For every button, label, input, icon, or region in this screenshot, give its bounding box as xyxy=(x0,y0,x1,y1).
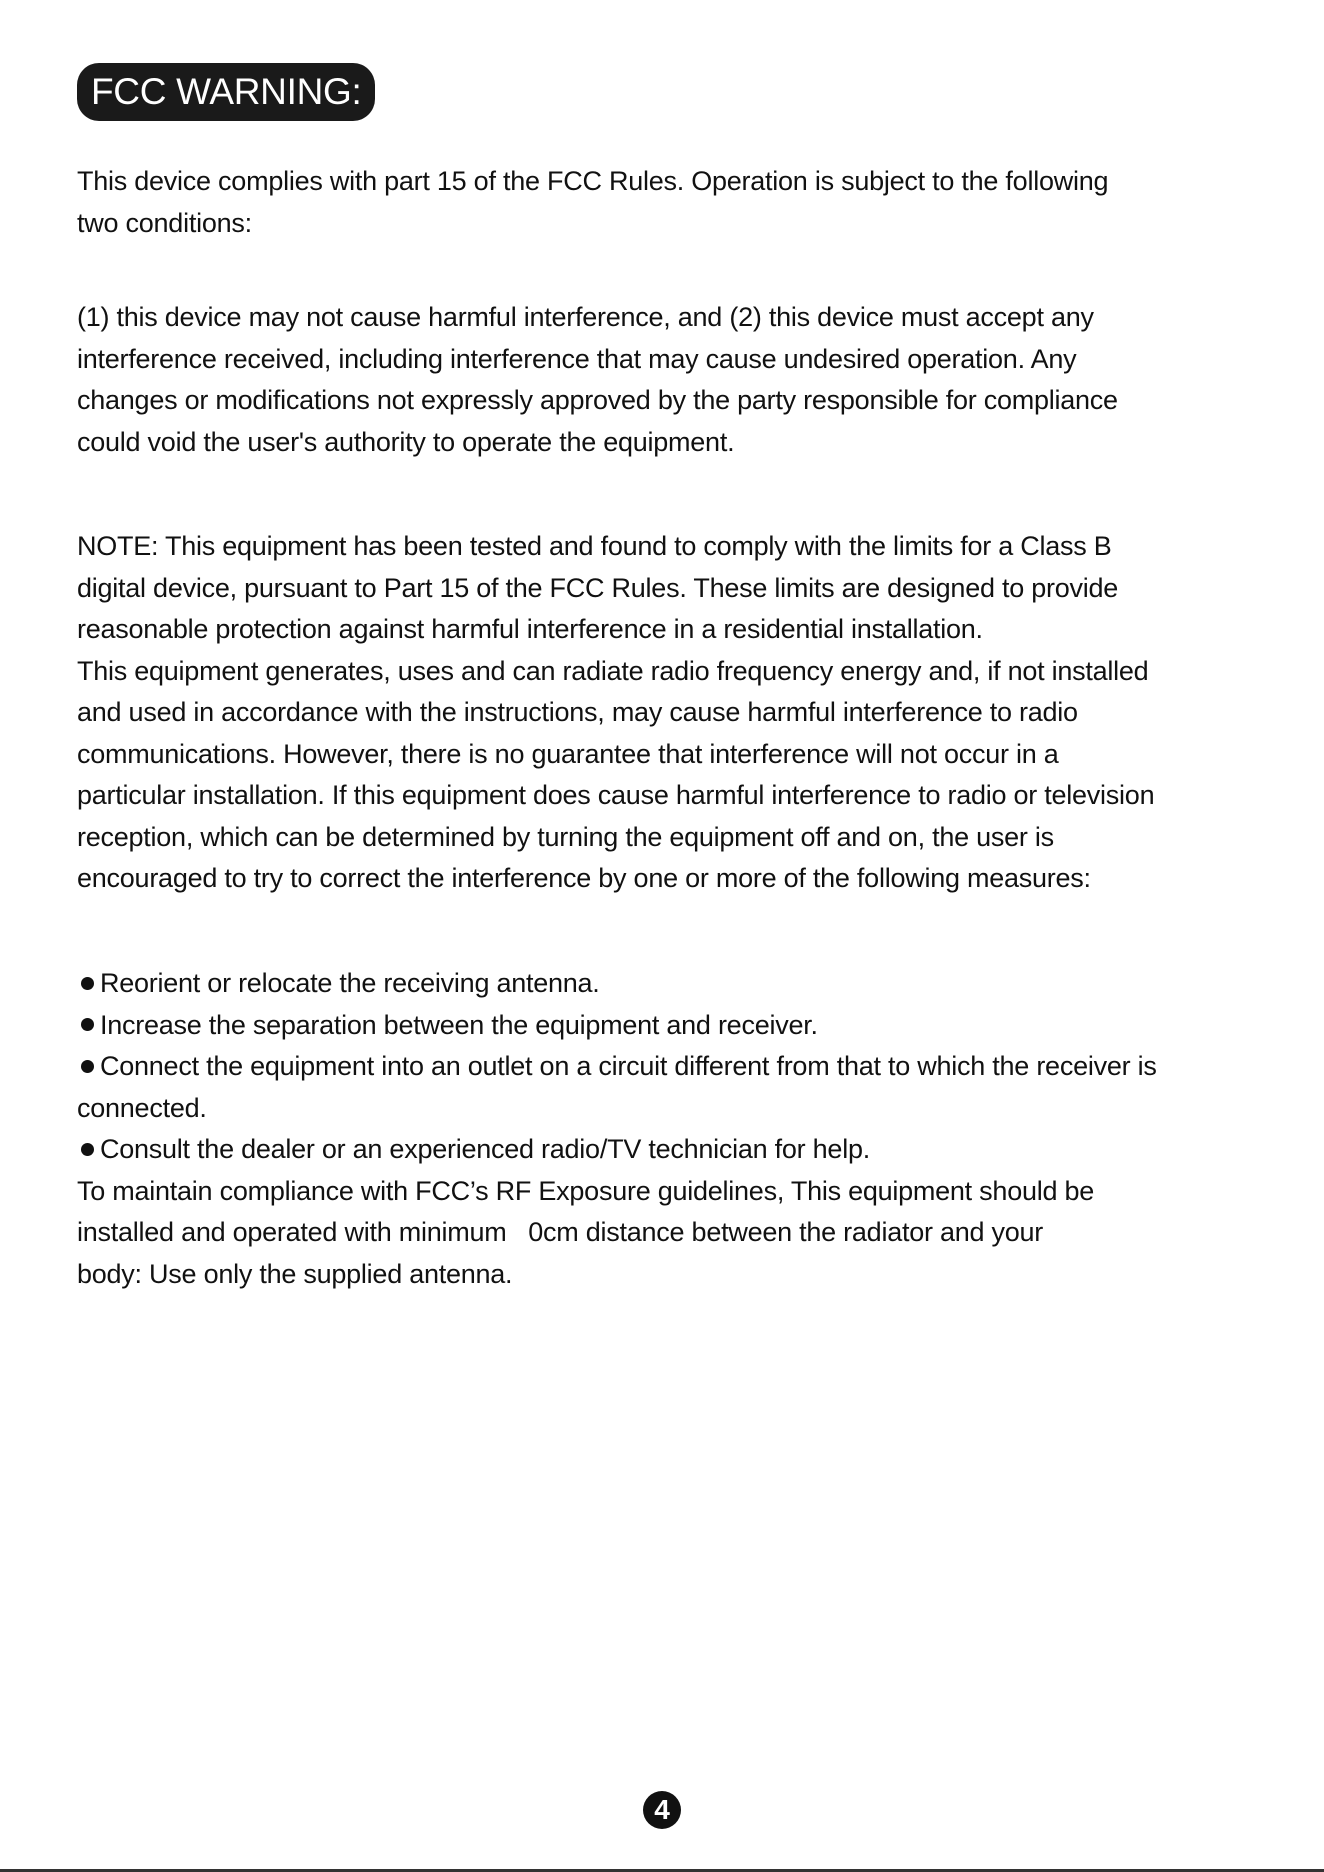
rf-exposure-line: body: Use only the supplied antenna. xyxy=(77,1258,513,1289)
list-item xyxy=(77,1005,1257,1047)
intro-line: This device complies with part 15 of the FCC Rules. Operation is subject to the following xyxy=(77,166,1109,196)
note-line: NOTE: This equipment has been tested and found to comply with the limits for a Class B xyxy=(77,531,1112,561)
list-item xyxy=(77,963,1257,1005)
intro-paragraph xyxy=(77,161,1257,244)
conditions-line: interference received, including interference that may cause undesired operation. Any xyxy=(77,343,1077,374)
rf-exposure-line: installed and operated with minimum 0cm distance between the radiator and your xyxy=(77,1217,1044,1247)
conditions-line: could void the user's authority to operate the equipment. xyxy=(77,426,735,457)
bullet-text: Increase the separation between the equipment and receiver. xyxy=(100,1009,818,1040)
note-line: and used in accordance with the instructions, may cause harmful interference to radio xyxy=(77,697,1078,727)
note-line: encouraged to try to correct the interference by one or more of the following measures: xyxy=(77,863,1091,893)
conditions-line: changes or modifications not expressly approved by the party responsible for compliance xyxy=(77,385,1118,415)
bullet-icon xyxy=(81,1143,94,1156)
fcc-warning-heading: FCC WARNING: xyxy=(77,63,375,121)
bullet-text: Reorient or relocate the receiving antenna. xyxy=(100,968,600,998)
conditions-line: (1) this device may not cause harmful interference, and (2) this device must accept any xyxy=(77,302,1094,332)
bullet-icon xyxy=(81,1060,94,1073)
bullet-text: Consult the dealer or an experienced radio/TV technician for help. xyxy=(100,1134,870,1164)
measures-list xyxy=(77,963,1257,1295)
bullet-icon xyxy=(81,1018,94,1031)
note-line: This equipment generates, uses and can radiate radio frequency energy and, if not installed xyxy=(77,655,1149,686)
bullet-icon xyxy=(81,977,94,990)
note-line: reasonable protection against harmful interference in a residential installation. xyxy=(77,614,983,644)
note-paragraph xyxy=(77,526,1257,900)
conditions-paragraph xyxy=(77,297,1257,463)
rf-exposure-line: To maintain compliance with FCC’s RF Exposure guidelines, This equipment should be xyxy=(77,1175,1095,1206)
intro-line: two conditions: xyxy=(77,207,252,238)
list-item xyxy=(77,1129,1257,1171)
note-line: digital device, pursuant to Part 15 of the FCC Rules. These limits are designed to provide xyxy=(77,572,1119,603)
list-item-continuation: connected. xyxy=(77,1092,207,1123)
page-number: 4 xyxy=(643,1791,681,1829)
note-line: particular installation. If this equipment does cause harmful interference to radio or television xyxy=(77,780,1155,810)
note-line: reception, which can be determined by turning the equipment off and on, the user is xyxy=(77,821,1054,852)
note-line: communications. However, there is no guarantee that interference will not occur in a xyxy=(77,738,1059,769)
bullet-text: Connect the equipment into an outlet on a circuit different from that to which the receiver is xyxy=(100,1051,1157,1081)
list-item xyxy=(77,1046,1257,1088)
